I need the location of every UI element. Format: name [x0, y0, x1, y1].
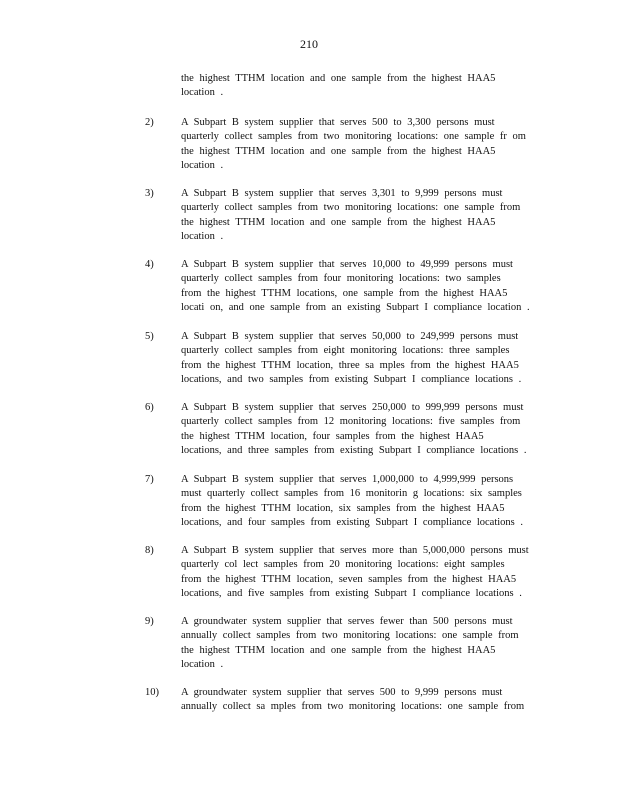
item-text: [181, 330, 541, 387]
text-line: the highest TTHM location, four samples from the highest HAA5: [181, 430, 484, 442]
text-line: quarterly collect samples from two monitoring locations: one sample fr om: [181, 131, 526, 143]
page-number: 210: [300, 37, 318, 51]
text-line: locati on, and one sample from an existing Subpart I compliance location .: [181, 301, 530, 313]
text-line: the highest TTHM location and one sample from the highest HAA5: [181, 145, 496, 157]
text-line: A Subpart B system supplier that serves 1,000,000 to 4,999,999 persons: [181, 474, 514, 485]
item-text: [181, 187, 541, 244]
item-text: [181, 686, 541, 715]
text-line: locations, and four samples from existing Subpart I compliance locations .: [181, 516, 524, 528]
text-line: locations, and two samples from existing Subpart I compliance locations .: [181, 373, 522, 385]
text-line: quarterly collect samples from four monitoring locations: two samples: [181, 273, 501, 285]
text-line: annually collect samples from two monitoring locations: one sample from: [181, 630, 519, 642]
item-text: [181, 615, 541, 672]
item-number: 10): [145, 687, 159, 698]
text-line: location .: [181, 658, 224, 670]
text-line: A Subpart B system supplier that serves more than 5,000,000 persons must: [181, 545, 529, 556]
text-line: the highest TTHM location and one sample from the highest HAA5: [181, 216, 496, 228]
text-line: A Subpart B system supplier that serves 3,301 to 9,999 persons must: [181, 188, 503, 199]
item-number: 5): [145, 331, 154, 342]
text-line: A groundwater system supplier that serves 500 to 9,999 persons must: [181, 687, 503, 698]
item-number: 8): [145, 545, 154, 556]
text-line: the highest TTHM location and one sample from the highest HAA5: [181, 73, 496, 84]
text-line: from the highest TTHM location, seven samples from the highest HAA5: [181, 573, 517, 585]
item-text: [181, 544, 541, 601]
item-number: 9): [145, 616, 154, 627]
text-line: annually collect sa mples from two monitoring locations: one sample from: [181, 701, 525, 713]
text-line: location .: [181, 159, 224, 171]
item-text: [181, 258, 541, 315]
item-number: 6): [145, 402, 154, 413]
text-line: locations, and three samples from existing Subpart I compliance locations .: [181, 444, 527, 456]
text-line: from the highest TTHM locations, one sample from the highest HAA5: [181, 287, 508, 299]
text-line: quarterly col lect samples from 20 monitoring locations: eight samples: [181, 559, 505, 571]
text-line: from the highest TTHM location, three sa mples from the highest HAA5: [181, 359, 519, 371]
item-text: [181, 473, 541, 530]
text-line: quarterly collect samples from eight monitoring locations: three samples: [181, 345, 510, 357]
text-line: from the highest TTHM location, six samples from the highest HAA5: [181, 502, 505, 514]
text-line: A Subpart B system supplier that serves 500 to 3,300 persons must: [181, 117, 495, 128]
item-number: 3): [145, 188, 154, 199]
item-number: 2): [145, 117, 154, 128]
continued-paragraph: [181, 72, 541, 101]
item-number: 7): [145, 474, 154, 485]
text-line: A groundwater system supplier that serves fewer than 500 persons must: [181, 616, 513, 627]
item-text: [181, 401, 541, 458]
text-line: locations, and five samples from existing Subpart I compliance locations .: [181, 587, 522, 599]
item-number: 4): [145, 259, 154, 270]
text-line: location .: [181, 87, 224, 99]
text-line: A Subpart B system supplier that serves 10,000 to 49,999 persons must: [181, 259, 513, 270]
text-line: quarterly collect samples from two monitoring locations: one sample from: [181, 202, 521, 214]
text-line: location .: [181, 230, 224, 242]
text-line: A Subpart B system supplier that serves 250,000 to 999,999 persons must: [181, 402, 524, 413]
text-line: quarterly collect samples from 12 monitoring locations: five samples from: [181, 416, 521, 428]
text-line: A Subpart B system supplier that serves 50,000 to 249,999 persons must: [181, 331, 519, 342]
text-line: must quarterly collect samples from 16 monitorin g locations: six samples: [181, 488, 522, 500]
item-text: [181, 116, 541, 173]
text-line: the highest TTHM location and one sample from the highest HAA5: [181, 644, 496, 656]
